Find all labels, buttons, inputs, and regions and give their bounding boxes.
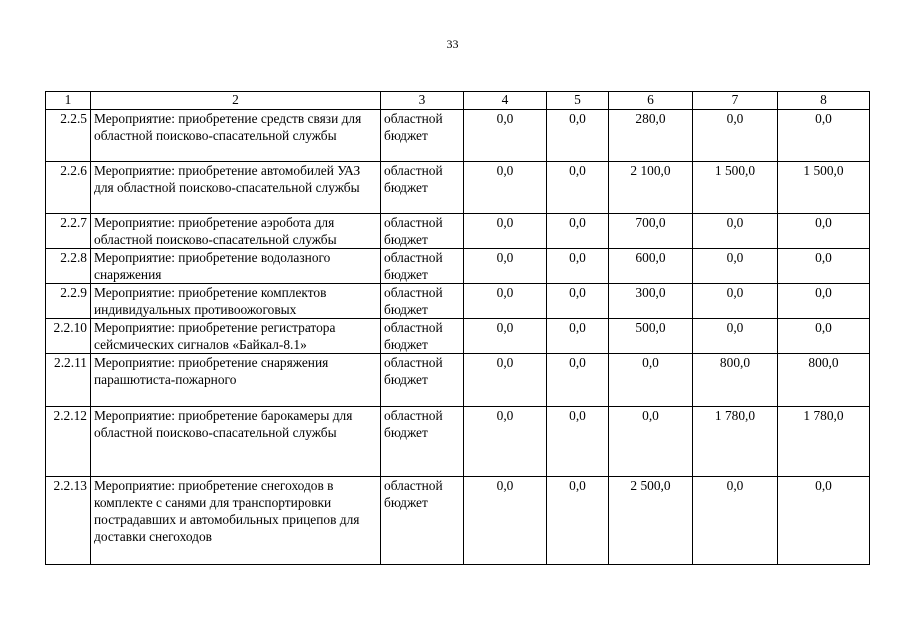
column-header: 1	[46, 92, 91, 110]
row-value-col7: 0,0	[693, 214, 778, 249]
row-value-col8: 1 500,0	[778, 162, 870, 214]
table-row	[46, 407, 870, 477]
row-value-col7: 0,0	[693, 319, 778, 354]
row-value-col6: 500,0	[609, 319, 693, 354]
row-value-col5: 0,0	[547, 284, 609, 319]
page-number: 33	[446, 37, 459, 51]
row-value-col4: 0,0	[464, 214, 547, 249]
budget-table	[45, 91, 870, 565]
column-header: 2	[91, 92, 381, 110]
row-value-col5: 0,0	[547, 407, 609, 477]
row-value-col7: 1 500,0	[693, 162, 778, 214]
row-value-col8: 0,0	[778, 110, 870, 162]
row-value-col5: 0,0	[547, 354, 609, 407]
row-funding-source: областной бюджет	[381, 319, 464, 354]
row-value-col8: 0,0	[778, 319, 870, 354]
row-number: 2.2.13	[46, 477, 91, 565]
row-description: Мероприятие: приобретение регистратора сейсмических сигналов «Байкал-8.1»	[91, 319, 381, 354]
row-funding-source: областной бюджет	[381, 354, 464, 407]
row-value-col6: 700,0	[609, 214, 693, 249]
column-header: 7	[693, 92, 778, 110]
row-value-col4: 0,0	[464, 284, 547, 319]
row-value-col4: 0,0	[464, 477, 547, 565]
table-row	[46, 284, 870, 319]
row-description: Мероприятие: приобретение снаряжения парашютиста-пожарного	[91, 354, 381, 407]
row-funding-source: областной бюджет	[381, 477, 464, 565]
row-value-col6: 300,0	[609, 284, 693, 319]
row-number: 2.2.9	[46, 284, 91, 319]
row-value-col8: 1 780,0	[778, 407, 870, 477]
row-value-col5: 0,0	[547, 477, 609, 565]
row-value-col8: 0,0	[778, 214, 870, 249]
row-value-col8: 800,0	[778, 354, 870, 407]
row-value-col6: 2 500,0	[609, 477, 693, 565]
row-value-col7: 0,0	[693, 284, 778, 319]
row-value-col5: 0,0	[547, 214, 609, 249]
row-value-col6: 0,0	[609, 354, 693, 407]
row-funding-source: областной бюджет	[381, 407, 464, 477]
table-row	[46, 214, 870, 249]
row-value-col5: 0,0	[547, 162, 609, 214]
column-header: 3	[381, 92, 464, 110]
table-row	[46, 249, 870, 284]
row-description: Мероприятие: приобретение снегоходов в комплекте с санями для транспортировки пострадавших и автомобильных прицепов для доставки снегоходов	[91, 477, 381, 565]
row-value-col4: 0,0	[464, 249, 547, 284]
row-value-col7: 0,0	[693, 477, 778, 565]
row-value-col7: 800,0	[693, 354, 778, 407]
row-number: 2.2.7	[46, 214, 91, 249]
table-header-row	[46, 92, 870, 110]
row-description: Мероприятие: приобретение автомобилей УАЗ для областной поисково-спасательной службы	[91, 162, 381, 214]
row-value-col8: 0,0	[778, 477, 870, 565]
row-value-col6: 2 100,0	[609, 162, 693, 214]
row-value-col4: 0,0	[464, 319, 547, 354]
row-value-col6: 0,0	[609, 407, 693, 477]
column-header: 6	[609, 92, 693, 110]
row-value-col5: 0,0	[547, 110, 609, 162]
row-value-col8: 0,0	[778, 284, 870, 319]
row-description: Мероприятие: приобретение комплектов индивидуальных противоожоговых	[91, 284, 381, 319]
row-value-col8: 0,0	[778, 249, 870, 284]
row-value-col4: 0,0	[464, 354, 547, 407]
row-description: Мероприятие: приобретение водолазного снаряжения	[91, 249, 381, 284]
row-funding-source: областной бюджет	[381, 110, 464, 162]
row-description: Мероприятие: приобретение аэробота для областной поисково-спасательной службы	[91, 214, 381, 249]
row-funding-source: областной бюджет	[381, 249, 464, 284]
table-row	[46, 110, 870, 162]
row-value-col4: 0,0	[464, 407, 547, 477]
row-funding-source: областной бюджет	[381, 284, 464, 319]
row-value-col7: 0,0	[693, 249, 778, 284]
row-value-col7: 1 780,0	[693, 407, 778, 477]
row-value-col5: 0,0	[547, 249, 609, 284]
table-row	[46, 477, 870, 565]
row-number: 2.2.12	[46, 407, 91, 477]
table-row	[46, 162, 870, 214]
column-header: 4	[464, 92, 547, 110]
row-value-col6: 600,0	[609, 249, 693, 284]
row-description: Мероприятие: приобретение барокамеры для областной поисково-спасательной службы	[91, 407, 381, 477]
row-number: 2.2.6	[46, 162, 91, 214]
row-number: 2.2.10	[46, 319, 91, 354]
row-value-col7: 0,0	[693, 110, 778, 162]
row-number: 2.2.11	[46, 354, 91, 407]
column-header: 8	[778, 92, 870, 110]
row-value-col6: 280,0	[609, 110, 693, 162]
table-row	[46, 319, 870, 354]
column-header: 5	[547, 92, 609, 110]
row-value-col5: 0,0	[547, 319, 609, 354]
row-number: 2.2.5	[46, 110, 91, 162]
row-number: 2.2.8	[46, 249, 91, 284]
row-funding-source: областной бюджет	[381, 214, 464, 249]
row-description: Мероприятие: приобретение средств связи для областной поисково-спасательной службы	[91, 110, 381, 162]
table-row	[46, 354, 870, 407]
row-funding-source: областной бюджет	[381, 162, 464, 214]
row-value-col4: 0,0	[464, 162, 547, 214]
row-value-col4: 0,0	[464, 110, 547, 162]
